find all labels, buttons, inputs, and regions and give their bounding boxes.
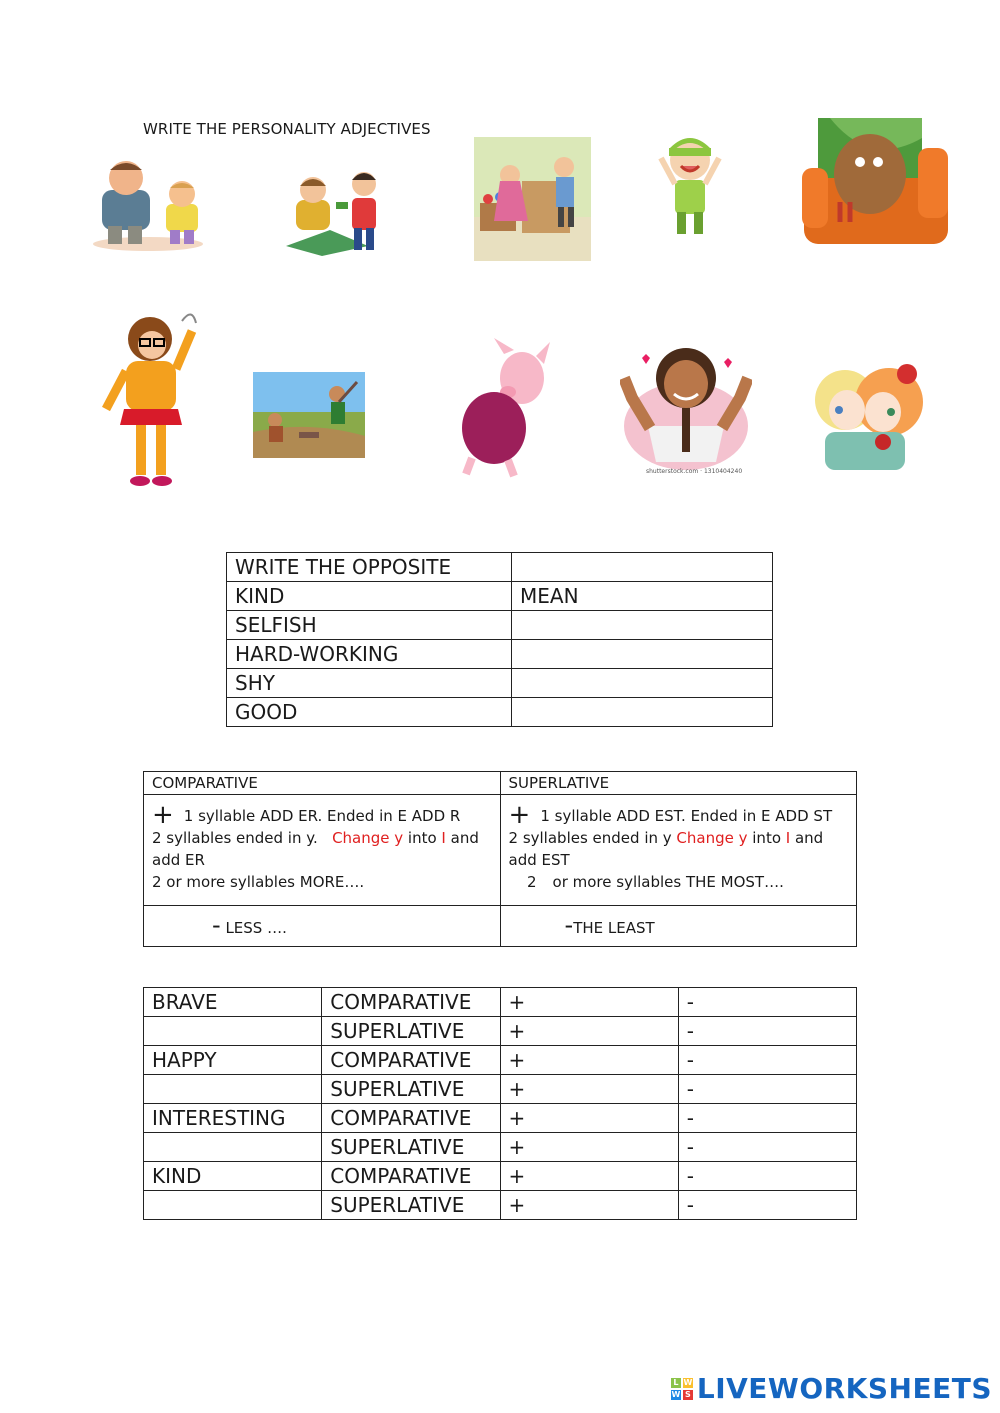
adjective-cell <box>144 1133 322 1162</box>
form-cell: SUPERLATIVE <box>322 1133 500 1162</box>
comparative-minus-rule: - LESS …. <box>144 906 501 947</box>
adjective-cell <box>144 1191 322 1220</box>
generous-boy-picture <box>282 160 388 256</box>
table-row <box>144 772 857 795</box>
word-cell: SHY <box>227 669 512 698</box>
plus-answer-cell[interactable]: + <box>500 988 678 1017</box>
adjective-cell: INTERESTING <box>144 1104 322 1133</box>
answer-cell[interactable] <box>512 640 773 669</box>
table-row <box>227 669 773 698</box>
minus-answer-cell[interactable]: - <box>678 1046 856 1075</box>
opposites-header: WRITE THE OPPOSITE <box>227 553 512 582</box>
kids-sharing-picture <box>474 137 591 261</box>
minus-answer-cell[interactable]: - <box>678 1104 856 1133</box>
rule-line: 1 syllable ADD ER. Ended in E ADD R <box>183 807 461 825</box>
hard-working-picture <box>253 372 365 458</box>
table-row <box>227 640 773 669</box>
form-cell: COMPARATIVE <box>322 1104 500 1133</box>
superlative-rules <box>500 795 856 906</box>
minus-answer-cell[interactable]: - <box>678 988 856 1017</box>
minus-answer-cell[interactable]: - <box>678 1017 856 1046</box>
plus-answer-cell[interactable]: + <box>500 1133 678 1162</box>
superlative-minus-rule: -THE LEAST <box>500 906 856 947</box>
table-row <box>144 1075 857 1104</box>
word-cell: HARD-WORKING <box>227 640 512 669</box>
brand-name: LIVEWORKSHEETS <box>696 1372 992 1405</box>
rule-line: 1 syllable ADD EST. Ended in E ADD ST <box>540 807 833 825</box>
clever-girl-picture <box>100 305 200 491</box>
adjective-cell <box>144 1017 322 1046</box>
table-row <box>144 1017 857 1046</box>
table-row <box>227 698 773 727</box>
table-row <box>144 906 857 947</box>
exercise-table <box>143 987 857 1220</box>
table-row <box>227 553 773 582</box>
table-row <box>144 1162 857 1191</box>
plus-answer-cell[interactable]: + <box>500 1017 678 1046</box>
rule-line: 2 syllables ended in y. Change y into I and add ER <box>152 829 479 869</box>
plus-answer-cell[interactable]: + <box>500 1104 678 1133</box>
bully-picture <box>88 152 216 252</box>
table-row <box>144 1133 857 1162</box>
word-cell: GOOD <box>227 698 512 727</box>
friendly-girls-picture <box>797 360 927 470</box>
minus-answer-cell[interactable]: - <box>678 1162 856 1191</box>
table-row <box>144 1046 857 1075</box>
adjective-cell: KIND <box>144 1162 322 1191</box>
minus-answer-cell[interactable]: - <box>678 1191 856 1220</box>
comparative-rules <box>144 795 501 906</box>
answer-cell[interactable] <box>512 553 773 582</box>
form-cell: COMPARATIVE <box>322 1162 500 1191</box>
grammar-rules-table <box>143 771 857 947</box>
table-row <box>144 988 857 1017</box>
plus-answer-cell[interactable]: + <box>500 1191 678 1220</box>
rule-line: 2 syllables ended in y Change y into I and add EST <box>508 829 824 869</box>
cheerful-boy-picture <box>655 128 725 240</box>
answer-cell[interactable] <box>512 669 773 698</box>
adjective-cell: BRAVE <box>144 988 322 1017</box>
worksheet-heading: WRITE THE PERSONALITY ADJECTIVES <box>143 120 431 138</box>
rule-line: 2 or more syllables MORE…. <box>152 873 365 891</box>
answer-cell[interactable] <box>512 611 773 640</box>
answer-cell[interactable]: MEAN <box>512 582 773 611</box>
superlative-header: SUPERLATIVE <box>500 772 856 795</box>
plus-sign: + <box>508 800 531 830</box>
table-row <box>144 795 857 906</box>
opposites-table <box>226 552 773 727</box>
plus-answer-cell[interactable]: + <box>500 1046 678 1075</box>
picture-caption: shutterstock.com · 1310404240 <box>646 468 743 475</box>
shy-pig-picture <box>452 338 550 480</box>
answer-cell[interactable] <box>512 698 773 727</box>
minus-answer-cell[interactable]: - <box>678 1133 856 1162</box>
liveworksheets-logo-icon: L W W S <box>671 1377 693 1399</box>
confident-girl-picture <box>620 340 752 480</box>
plus-answer-cell[interactable]: + <box>500 1162 678 1191</box>
liveworksheets-brand[interactable] <box>671 1372 992 1405</box>
plus-sign: + <box>152 800 174 830</box>
adjective-cell: HAPPY <box>144 1046 322 1075</box>
rule-line: 2 or more syllables THE MOST…. <box>526 873 784 891</box>
form-cell: COMPARATIVE <box>322 1046 500 1075</box>
table-row <box>144 1191 857 1220</box>
table-row <box>227 582 773 611</box>
word-cell: SELFISH <box>227 611 512 640</box>
form-cell: SUPERLATIVE <box>322 1017 500 1046</box>
lazy-potato-picture <box>800 118 952 250</box>
plus-answer-cell[interactable]: + <box>500 1075 678 1104</box>
table-row <box>144 1104 857 1133</box>
adjective-cell <box>144 1075 322 1104</box>
minus-answer-cell[interactable]: - <box>678 1075 856 1104</box>
form-cell: SUPERLATIVE <box>322 1075 500 1104</box>
comparative-header: COMPARATIVE <box>144 772 501 795</box>
form-cell: COMPARATIVE <box>322 988 500 1017</box>
word-cell: KIND <box>227 582 512 611</box>
form-cell: SUPERLATIVE <box>322 1191 500 1220</box>
table-row <box>227 611 773 640</box>
